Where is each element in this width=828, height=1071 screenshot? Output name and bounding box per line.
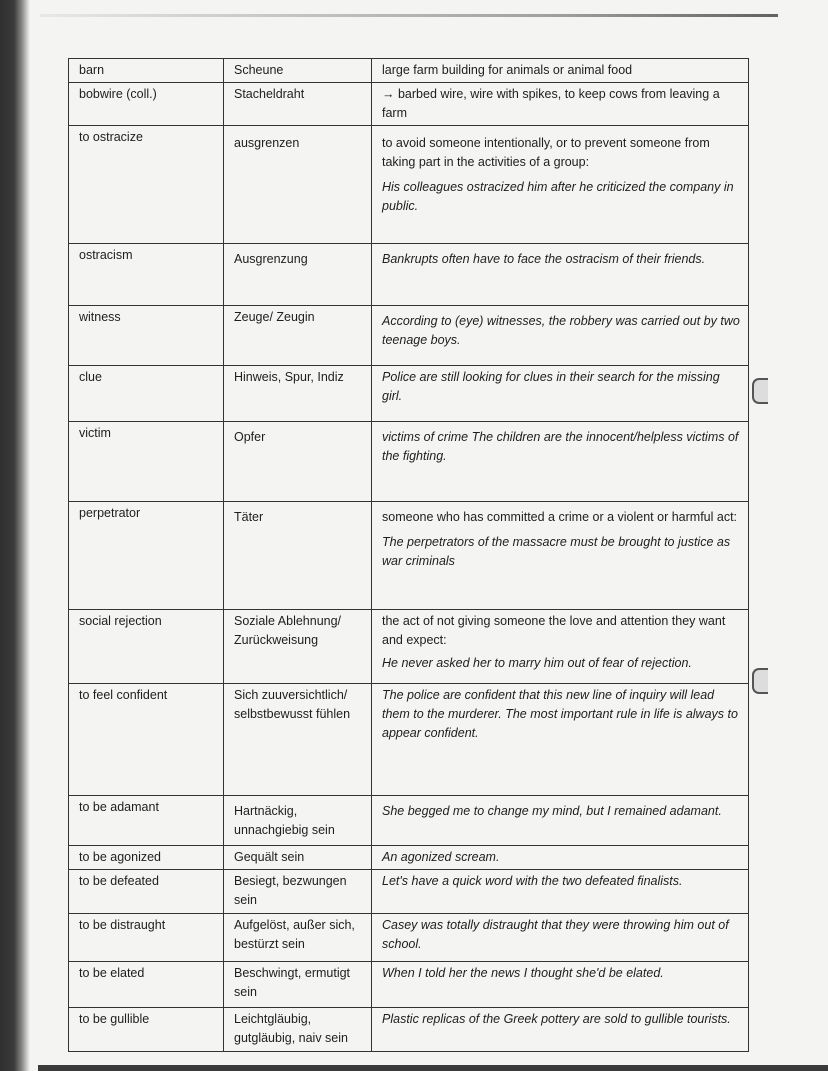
german-translation: Ausgrenzung: [224, 244, 372, 306]
definition: [372, 962, 749, 1008]
example-sentence: His colleagues ostracized him after he criticized the company in public.: [382, 180, 734, 213]
german-translation: Gequält sein: [224, 846, 372, 870]
german-translation: Täter: [224, 502, 372, 610]
example-sentence: The perpetrators of the massacre must be brought to justice as war criminals: [382, 535, 731, 568]
german-translation: Besiegt, bezwungen sein: [224, 870, 372, 914]
table-row: [69, 502, 749, 610]
definition: [372, 870, 749, 914]
example-sentence: Plastic replicas of the Greek pottery are sold to gullible tourists.: [382, 1012, 731, 1026]
german-translation: Hinweis, Spur, Indiz: [224, 366, 372, 422]
table-row: [69, 1008, 749, 1052]
definition-text: someone who has committed a crime or a violent or harmful act:: [382, 510, 738, 524]
example-sentence: The police are confident that this new line of inquiry will lead them to the murderer. The most important rule in life is always to appear confident.: [382, 688, 738, 740]
definition-text: large farm building for animals or animal food: [382, 63, 633, 77]
english-term: to be distraught: [69, 914, 224, 962]
definition: [372, 422, 749, 502]
definition: [372, 306, 749, 366]
table-row: [69, 796, 749, 846]
example-sentence: Police are still looking for clues in their search for the missing girl.: [382, 370, 720, 403]
table-row: [69, 846, 749, 870]
english-term: to be gullible: [69, 1008, 224, 1052]
german-translation: Hartnäckig, unnachgiebig sein: [224, 796, 372, 846]
table-row: [69, 366, 749, 422]
example-sentence: Let's have a quick word with the two defeated finalists.: [382, 874, 683, 888]
german-translation: Scheune: [224, 59, 372, 83]
example-sentence: According to (eye) witnesses, the robbery was carried out by two teenage boys.: [382, 314, 740, 347]
definition-text: → barbed wire, wire with spikes, to keep cows from leaving a farm: [382, 87, 720, 120]
punch-hole-mark: [752, 378, 768, 404]
scan-top-edge: [40, 14, 778, 17]
german-translation: ausgrenzen: [224, 126, 372, 244]
english-term: to be agonized: [69, 846, 224, 870]
definition: [372, 1008, 749, 1052]
definition-text: to avoid someone intentionally, or to prevent someone from taking part in the activities of a group:: [382, 136, 710, 169]
definition: [372, 59, 749, 83]
german-translation: Opfer: [224, 422, 372, 502]
table-row: [69, 306, 749, 366]
example-sentence: Bankrupts often have to face the ostracism of their friends.: [382, 252, 706, 266]
definition: [372, 83, 749, 126]
german-translation: Soziale Ablehnung/ Zurückweisung: [224, 610, 372, 684]
english-term: to feel confident: [69, 684, 224, 796]
definition-text: the act of not giving someone the love and attention they want and expect:: [382, 614, 726, 647]
table-row: [69, 422, 749, 502]
definition: [372, 366, 749, 422]
table-row: [69, 126, 749, 244]
english-term: social rejection: [69, 610, 224, 684]
english-term: to be elated: [69, 962, 224, 1008]
english-term: to be adamant: [69, 796, 224, 846]
english-term: perpetrator: [69, 502, 224, 610]
vocabulary-table: [68, 58, 749, 1052]
example-sentence: She begged me to change my mind, but I remained adamant.: [382, 804, 722, 818]
definition: [372, 796, 749, 846]
example-sentence: victims of crime The children are the innocent/helpless victims of the fighting.: [382, 430, 739, 463]
definition: [372, 914, 749, 962]
definition: [372, 126, 749, 244]
table-row: [69, 914, 749, 962]
definition: [372, 684, 749, 796]
table-row: [69, 244, 749, 306]
english-term: witness: [69, 306, 224, 366]
german-translation: Beschwingt, ermutigt sein: [224, 962, 372, 1008]
english-term: clue: [69, 366, 224, 422]
scan-left-edge: [0, 0, 30, 1071]
definition: [372, 502, 749, 610]
table-row: [69, 83, 749, 126]
english-term: barn: [69, 59, 224, 83]
definition: [372, 610, 749, 684]
scan-bottom-edge: [38, 1065, 828, 1071]
german-translation: Aufgelöst, außer sich, bestürzt sein: [224, 914, 372, 962]
table-row: [69, 684, 749, 796]
table-row: [69, 610, 749, 684]
english-term: to ostracize: [69, 126, 224, 244]
example-sentence: Casey was totally distraught that they were throwing him out of school.: [382, 918, 729, 951]
english-term: bobwire (coll.): [69, 83, 224, 126]
definition: [372, 244, 749, 306]
english-term: victim: [69, 422, 224, 502]
example-sentence: When I told her the news I thought she'd be elated.: [382, 966, 664, 980]
table-row: [69, 962, 749, 1008]
german-translation: Leichtgläubig, gutgläubig, naiv sein: [224, 1008, 372, 1052]
table-row: [69, 59, 749, 83]
english-term: to be defeated: [69, 870, 224, 914]
english-term: ostracism: [69, 244, 224, 306]
definition: [372, 846, 749, 870]
german-translation: Zeuge/ Zeugin: [224, 306, 372, 366]
table-row: [69, 870, 749, 914]
punch-hole-mark: [752, 668, 768, 694]
example-sentence: He never asked her to marry him out of fear of rejection.: [382, 656, 692, 670]
german-translation: Stacheldraht: [224, 83, 372, 126]
german-translation: Sich zuuversichtlich/ selbstbewusst fühlen: [224, 684, 372, 796]
example-sentence: An agonized scream.: [382, 850, 500, 864]
